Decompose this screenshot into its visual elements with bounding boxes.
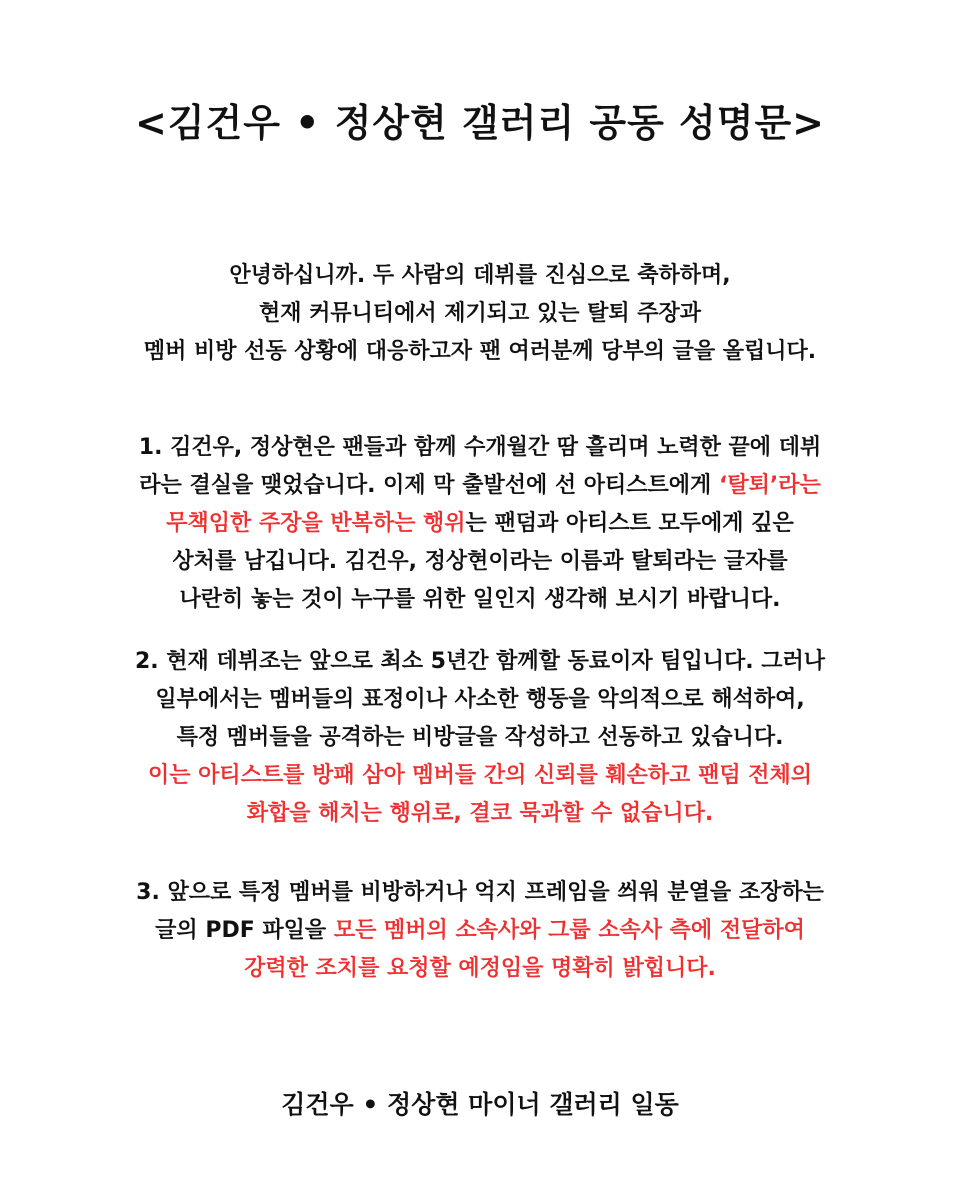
point-1-text: 라는 결실을 맺었습니다. 이제 막 출발선에 선 아티스트에게 — [139, 473, 719, 498]
statement-signature: 김건우 • 정상현 마이너 갤러리 일동 — [281, 1090, 679, 1119]
intro-paragraph — [40, 257, 920, 371]
point-1-line — [40, 505, 920, 543]
intro-line: 멤버 비방 선동 상황에 대응하고자 팬 여러분께 당부의 글을 올립니다. — [143, 339, 817, 364]
point-2-line: 특정 멤버들을 공격하는 비방글을 작성하고 선동하고 있습니다. — [176, 725, 784, 750]
intro-line: 안녕하십니까. 두 사람의 데뷔를 진심으로 축하하며, — [229, 263, 731, 288]
point-2-line: 2. 현재 데뷔조는 앞으로 최소 5년간 함께할 동료이자 팀입니다. 그러나 — [134, 649, 826, 674]
point-1-highlight: 무책임한 주장을 반복하는 행위 — [166, 511, 466, 536]
point-1-line — [40, 467, 920, 505]
point-2-highlight: 이는 아티스트를 방패 삼아 멤버들 간의 신뢰를 훼손하고 팬덤 전체의 — [148, 763, 812, 788]
point-1-text: 는 팬덤과 아티스트 모두에게 깊은 — [465, 511, 794, 536]
point-1-line: 나란히 놓는 것이 누구를 위한 일인지 생각해 보시기 바랍니다. — [179, 587, 781, 612]
point-2-paragraph — [40, 643, 920, 833]
point-2-line: 일부에서는 멤버들의 표정이나 사소한 행동을 악의적으로 해석하여, — [155, 687, 805, 712]
intro-line: 현재 커뮤니티에서 제기되고 있는 탈퇴 주장과 — [258, 301, 702, 326]
point-3-line — [40, 912, 920, 950]
point-3-highlight: 강력한 조치를 요청할 예정임을 명확히 밝힙니다. — [244, 956, 716, 981]
point-2-highlight: 화합을 해치는 행위로, 결코 묵과할 수 없습니다. — [246, 801, 714, 826]
point-3-paragraph — [40, 874, 920, 988]
point-1-paragraph — [40, 429, 920, 619]
point-3-highlight: 모든 멤버의 소속사와 그룹 소속사 측에 전달하여 — [333, 918, 805, 943]
point-1-line: 상처를 남깁니다. 김건우, 정상현이라는 이름과 탈퇴라는 글자를 — [172, 549, 788, 574]
point-3-line: 3. 앞으로 특정 멤버를 비방하거나 억지 프레임을 씌워 분열을 조장하는 — [136, 880, 824, 905]
point-1-highlight: ‘탈퇴’라는 — [718, 473, 821, 498]
point-3-text: 글의 PDF 파일을 — [155, 918, 334, 943]
point-1-line: 1. 김건우, 정상현은 팬들과 함께 수개월간 땀 흘리며 노력한 끝에 데뷔 — [138, 435, 822, 460]
statement-title: <김건우 • 정상현 갤러리 공동 성명문> — [134, 101, 826, 145]
